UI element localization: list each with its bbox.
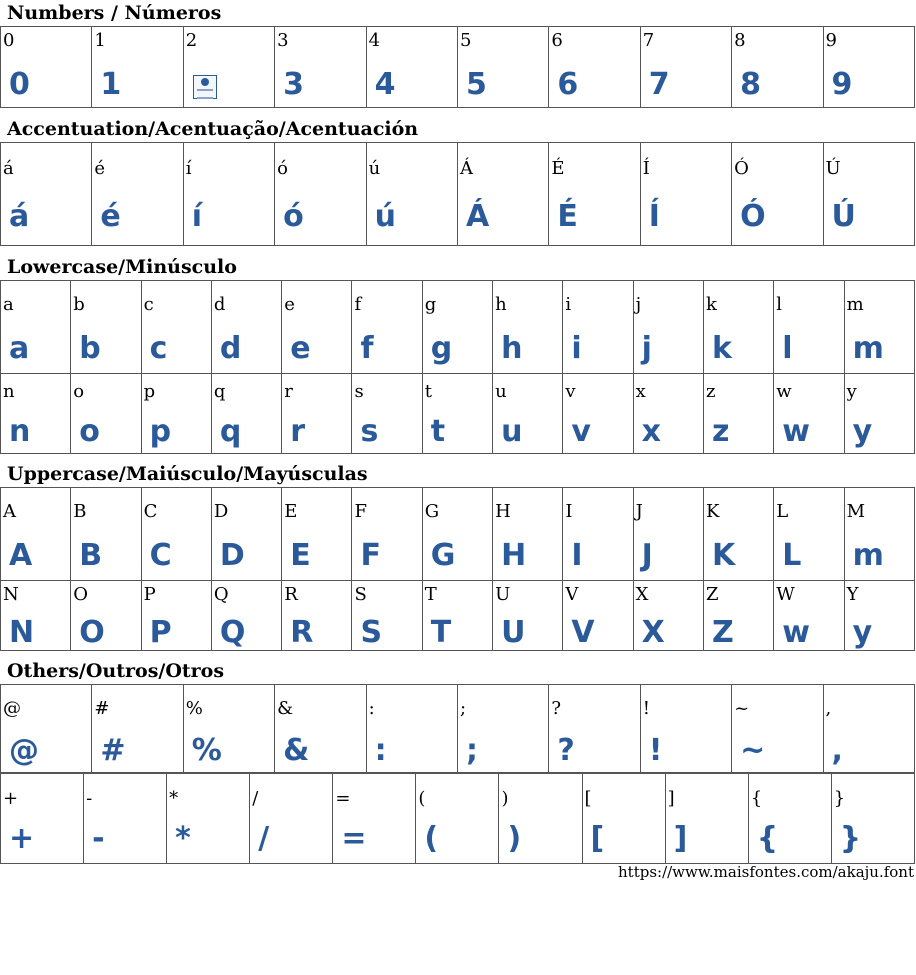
glyph-cell bbox=[1, 143, 92, 246]
glyph-cell bbox=[549, 143, 640, 246]
glyph-sample: L bbox=[782, 538, 802, 573]
glyph-cell bbox=[71, 374, 141, 454]
footer-source-link[interactable]: https://www.maisfontes.com/akaju.font bbox=[618, 863, 914, 881]
glyph-cell bbox=[211, 374, 281, 454]
glyph-cell bbox=[352, 374, 422, 454]
glyph-cell bbox=[275, 27, 366, 108]
glyph-sample: [ bbox=[590, 821, 605, 856]
glyph-sample: 0 bbox=[9, 67, 30, 102]
glyph-cell bbox=[422, 281, 492, 374]
glyph-label: 3 bbox=[277, 30, 289, 51]
glyph-sample: T bbox=[430, 615, 452, 650]
glyph-sample: m bbox=[852, 538, 884, 573]
glyph-sample: R bbox=[290, 615, 314, 650]
glyph-cell bbox=[774, 281, 844, 374]
glyph-cell bbox=[275, 143, 366, 246]
glyph-sample: k bbox=[711, 331, 732, 366]
glyph-cell bbox=[141, 488, 211, 581]
glyph-row bbox=[1, 27, 915, 108]
glyph-sample: C bbox=[149, 538, 172, 573]
glyph-label: d bbox=[213, 294, 226, 315]
glyph-cell bbox=[640, 685, 731, 774]
glyph-sample: { bbox=[756, 821, 779, 856]
glyph-label: = bbox=[335, 788, 351, 809]
glyph-cell bbox=[183, 143, 274, 246]
glyph-cell bbox=[774, 581, 844, 651]
glyph-sample: + bbox=[9, 821, 35, 856]
glyph-label: ; bbox=[459, 698, 467, 719]
section-title-uppercase: Uppercase/Maiúsculo/Mayúsculas bbox=[7, 463, 368, 485]
glyph-sample: é bbox=[100, 199, 121, 234]
glyph-label: A bbox=[3, 501, 16, 522]
glyph-sample: z bbox=[711, 414, 730, 449]
glyph-cell bbox=[732, 685, 823, 774]
glyph-sample: w bbox=[782, 414, 810, 449]
glyph-sample: E bbox=[290, 538, 311, 573]
glyph-cell bbox=[1, 685, 92, 774]
glyph-row bbox=[1, 488, 915, 581]
glyph-label: é bbox=[94, 158, 106, 179]
glyph-label: 1 bbox=[94, 30, 106, 51]
glyph-sample: s bbox=[360, 414, 379, 449]
glyph-label: í bbox=[185, 158, 192, 179]
glyph-cell bbox=[1, 27, 92, 108]
glyph-sample: , bbox=[831, 733, 843, 768]
glyph-cell bbox=[563, 281, 633, 374]
glyph-cell bbox=[167, 773, 250, 864]
glyph-label: 9 bbox=[825, 30, 837, 51]
glyph-sample: 3 bbox=[283, 67, 305, 102]
glyph-table-lowercase bbox=[0, 280, 915, 454]
glyph-label: U bbox=[495, 584, 511, 605]
glyph-sample: N bbox=[9, 615, 35, 650]
glyph-sample: a bbox=[9, 331, 30, 366]
glyph-sample: G bbox=[430, 538, 456, 573]
glyph-table-others-2 bbox=[0, 772, 915, 864]
glyph-label: k bbox=[705, 294, 717, 315]
glyph-sample: ! bbox=[648, 733, 663, 768]
glyph-label: N bbox=[3, 584, 19, 605]
glyph-cell bbox=[633, 281, 703, 374]
glyph-sample: f bbox=[360, 331, 374, 366]
glyph-cell bbox=[211, 488, 281, 581]
glyph-cell bbox=[703, 488, 773, 581]
glyph-label: F bbox=[354, 501, 367, 522]
glyph-label: / bbox=[252, 788, 259, 809]
glyph-cell bbox=[1, 773, 84, 864]
glyph-cell bbox=[703, 581, 773, 651]
glyph-label: Ú bbox=[825, 158, 841, 179]
glyph-sample: S bbox=[360, 615, 383, 650]
glyph-cell bbox=[71, 488, 141, 581]
glyph-label: R bbox=[284, 584, 298, 605]
glyph-cell bbox=[250, 773, 333, 864]
glyph-sample: B bbox=[79, 538, 103, 573]
glyph-sample: Á bbox=[465, 199, 490, 234]
glyph-cell bbox=[665, 773, 748, 864]
glyph-sample: d bbox=[219, 331, 242, 366]
glyph-sample: @ bbox=[9, 733, 39, 768]
glyph-label: p bbox=[143, 381, 156, 402]
glyph-label: # bbox=[94, 698, 110, 719]
section-title-numbers: Numbers / Números bbox=[7, 2, 222, 24]
glyph-sample: c bbox=[149, 331, 168, 366]
glyph-label: 0 bbox=[3, 30, 15, 51]
glyph-sample: m bbox=[852, 331, 884, 366]
glyph-sample: p bbox=[149, 414, 172, 449]
glyph-cell bbox=[71, 581, 141, 651]
section-title-others: Others/Outros/Otros bbox=[7, 660, 225, 682]
glyph-label: J bbox=[635, 501, 643, 522]
glyph-cell bbox=[493, 281, 563, 374]
glyph-sample: y bbox=[852, 615, 873, 650]
glyph-label: Í bbox=[642, 158, 650, 179]
glyph-cell bbox=[844, 581, 914, 651]
glyph-label: w bbox=[776, 381, 792, 402]
glyph-label: { bbox=[750, 788, 763, 809]
glyph-cell bbox=[1, 488, 71, 581]
glyph-cell bbox=[211, 581, 281, 651]
glyph-cell bbox=[282, 488, 352, 581]
glyph-sample: u bbox=[501, 414, 523, 449]
glyph-row bbox=[1, 773, 915, 864]
glyph-label: C bbox=[143, 501, 158, 522]
glyph-sample: í bbox=[191, 199, 203, 234]
glyph-cell bbox=[732, 143, 823, 246]
glyph-row bbox=[1, 143, 915, 246]
glyph-sample: ] bbox=[673, 821, 688, 856]
glyph-sample: ó bbox=[283, 199, 304, 234]
glyph-label: & bbox=[277, 698, 294, 719]
glyph-label: á bbox=[3, 158, 14, 179]
glyph-cell bbox=[92, 27, 183, 108]
glyph-sample: H bbox=[501, 538, 527, 573]
glyph-sample: % bbox=[191, 733, 222, 768]
glyph-sample: U bbox=[501, 615, 526, 650]
glyph-label: : bbox=[368, 698, 375, 719]
glyph-cell bbox=[141, 374, 211, 454]
glyph-label: o bbox=[73, 381, 85, 402]
glyph-cell bbox=[748, 773, 831, 864]
glyph-label: S bbox=[354, 584, 367, 605]
glyph-label: + bbox=[3, 788, 19, 809]
glyph-label: W bbox=[776, 584, 795, 605]
glyph-sample: h bbox=[501, 331, 523, 366]
glyph-label: H bbox=[495, 501, 511, 522]
glyph-cell bbox=[183, 685, 274, 774]
glyph-sample: # bbox=[100, 733, 126, 768]
glyph-sample: w bbox=[782, 615, 810, 650]
glyph-label: g bbox=[424, 294, 437, 315]
font-not-found-icon bbox=[193, 75, 217, 99]
glyph-cell bbox=[366, 27, 457, 108]
glyph-cell bbox=[633, 374, 703, 454]
glyph-cell bbox=[282, 581, 352, 651]
glyph-label: * bbox=[169, 788, 179, 809]
glyph-sample: r bbox=[290, 414, 305, 449]
glyph-label: n bbox=[3, 381, 15, 402]
glyph-label: ( bbox=[418, 788, 426, 809]
glyph-label: P bbox=[143, 584, 156, 605]
glyph-sample: j bbox=[641, 331, 652, 366]
glyph-label: E bbox=[284, 501, 298, 522]
glyph-cell bbox=[333, 773, 416, 864]
glyph-label: 5 bbox=[459, 30, 472, 51]
glyph-label: [ bbox=[584, 788, 592, 809]
glyph-cell bbox=[416, 773, 499, 864]
glyph-cell bbox=[563, 488, 633, 581]
glyph-sample: Q bbox=[219, 615, 246, 650]
glyph-cell bbox=[640, 143, 731, 246]
glyph-sample: V bbox=[571, 615, 595, 650]
glyph-cell bbox=[366, 143, 457, 246]
glyph-label: I bbox=[565, 501, 573, 522]
glyph-label: L bbox=[776, 501, 789, 522]
glyph-cell bbox=[211, 281, 281, 374]
glyph-cell bbox=[282, 281, 352, 374]
glyph-label: f bbox=[354, 294, 362, 315]
glyph-label: 6 bbox=[551, 30, 563, 51]
glyph-label: ~ bbox=[734, 698, 750, 719]
glyph-table-others-1 bbox=[0, 684, 915, 774]
glyph-sample: } bbox=[839, 821, 862, 856]
glyph-sample: n bbox=[9, 414, 31, 449]
glyph-cell bbox=[732, 27, 823, 108]
glyph-sample: e bbox=[290, 331, 311, 366]
glyph-label: Á bbox=[459, 158, 473, 179]
glyph-sample: I bbox=[571, 538, 583, 573]
glyph-label: } bbox=[833, 788, 846, 809]
glyph-sample: 8 bbox=[740, 67, 761, 102]
glyph-cell bbox=[844, 488, 914, 581]
glyph-sample: D bbox=[219, 538, 245, 573]
glyph-sample: ; bbox=[465, 733, 478, 768]
glyph-label: V bbox=[565, 584, 579, 605]
glyph-cell bbox=[703, 281, 773, 374]
glyph-row bbox=[1, 685, 915, 774]
glyph-table-uppercase bbox=[0, 487, 915, 651]
glyph-label: ó bbox=[277, 158, 289, 179]
glyph-cell bbox=[844, 281, 914, 374]
glyph-sample: / bbox=[258, 821, 270, 856]
glyph-label: ) bbox=[501, 788, 509, 809]
glyph-sample: Ú bbox=[831, 199, 856, 234]
glyph-cell bbox=[823, 685, 914, 774]
glyph-sample: A bbox=[9, 538, 33, 573]
glyph-row bbox=[1, 281, 915, 374]
glyph-label: ú bbox=[368, 158, 381, 179]
glyph-cell bbox=[92, 685, 183, 774]
glyph-label: q bbox=[213, 381, 226, 402]
glyph-sample: Ó bbox=[740, 199, 766, 234]
glyph-cell bbox=[823, 27, 914, 108]
glyph-label: 7 bbox=[642, 30, 655, 51]
glyph-label: u bbox=[495, 381, 507, 402]
glyph-cell bbox=[774, 488, 844, 581]
glyph-cell bbox=[183, 27, 274, 108]
section-title-accentuation: Accentuation/Acentuação/Acentuación bbox=[7, 118, 419, 140]
glyph-cell bbox=[493, 581, 563, 651]
glyph-label: s bbox=[354, 381, 364, 402]
glyph-label: m bbox=[846, 294, 864, 315]
glyph-label: l bbox=[776, 294, 783, 315]
glyph-cell bbox=[457, 143, 548, 246]
glyph-sample: 7 bbox=[648, 67, 670, 102]
glyph-table-accentuation bbox=[0, 142, 915, 246]
glyph-label: O bbox=[73, 584, 89, 605]
glyph-sample: * bbox=[175, 821, 191, 856]
glyph-cell bbox=[563, 374, 633, 454]
glyph-row bbox=[1, 581, 915, 651]
glyph-cell bbox=[366, 685, 457, 774]
glyph-cell bbox=[493, 488, 563, 581]
glyph-sample: q bbox=[219, 414, 242, 449]
glyph-cell bbox=[493, 374, 563, 454]
glyph-cell bbox=[422, 488, 492, 581]
glyph-label: h bbox=[495, 294, 507, 315]
glyph-sample: v bbox=[571, 414, 591, 449]
glyph-cell bbox=[352, 581, 422, 651]
glyph-label: Ó bbox=[734, 158, 749, 179]
glyph-sample: Z bbox=[711, 615, 734, 650]
glyph-label: y bbox=[846, 381, 857, 402]
glyph-label: M bbox=[846, 501, 865, 522]
glyph-label: b bbox=[73, 294, 85, 315]
glyph-label: j bbox=[635, 294, 642, 315]
glyph-sample: i bbox=[571, 331, 582, 366]
glyph-cell bbox=[422, 581, 492, 651]
glyph-sample: á bbox=[9, 199, 30, 234]
glyph-sample: K bbox=[711, 538, 736, 573]
glyph-sample: Í bbox=[648, 199, 660, 234]
glyph-sample: ( bbox=[424, 821, 439, 856]
glyph-sample: ) bbox=[507, 821, 522, 856]
glyph-sample: x bbox=[641, 414, 662, 449]
glyph-cell bbox=[582, 773, 665, 864]
glyph-table-numbers bbox=[0, 26, 915, 108]
glyph-label: @ bbox=[3, 698, 21, 719]
glyph-cell bbox=[275, 685, 366, 774]
glyph-sample: J bbox=[641, 538, 653, 573]
glyph-cell bbox=[71, 281, 141, 374]
glyph-label: É bbox=[551, 158, 565, 179]
glyph-row bbox=[1, 374, 915, 454]
glyph-cell bbox=[1, 581, 71, 651]
glyph-cell bbox=[92, 143, 183, 246]
glyph-label: i bbox=[565, 294, 572, 315]
glyph-label: a bbox=[3, 294, 14, 315]
glyph-cell bbox=[352, 488, 422, 581]
glyph-sample: O bbox=[79, 615, 105, 650]
glyph-sample: ? bbox=[557, 733, 575, 768]
glyph-label: t bbox=[424, 381, 433, 402]
glyph-label: e bbox=[284, 294, 295, 315]
glyph-label: G bbox=[424, 501, 440, 522]
glyph-label: Y bbox=[846, 584, 859, 605]
glyph-cell bbox=[563, 581, 633, 651]
glyph-label: K bbox=[705, 501, 720, 522]
glyph-cell bbox=[640, 27, 731, 108]
glyph-sample: F bbox=[360, 538, 381, 573]
glyph-sample: X bbox=[641, 615, 665, 650]
glyph-cell bbox=[1, 374, 71, 454]
glyph-sample: b bbox=[79, 331, 101, 366]
glyph-label: - bbox=[86, 788, 93, 809]
glyph-cell bbox=[703, 374, 773, 454]
glyph-label: 8 bbox=[734, 30, 746, 51]
glyph-label: c bbox=[143, 294, 154, 315]
glyph-cell bbox=[141, 281, 211, 374]
glyph-cell bbox=[141, 581, 211, 651]
glyph-label: x bbox=[635, 381, 646, 402]
glyph-cell bbox=[844, 374, 914, 454]
glyph-cell bbox=[84, 773, 167, 864]
glyph-cell bbox=[823, 143, 914, 246]
glyph-cell bbox=[549, 27, 640, 108]
glyph-label: ] bbox=[667, 788, 675, 809]
glyph-cell bbox=[1, 281, 71, 374]
glyph-label: v bbox=[565, 381, 576, 402]
glyph-sample: P bbox=[149, 615, 172, 650]
glyph-cell bbox=[352, 281, 422, 374]
glyph-sample: - bbox=[92, 821, 105, 856]
section-title-lowercase: Lowercase/Minúsculo bbox=[7, 256, 237, 278]
glyph-label: z bbox=[705, 381, 716, 402]
glyph-cell bbox=[549, 685, 640, 774]
glyph-label: 4 bbox=[368, 30, 381, 51]
glyph-sample: t bbox=[430, 414, 446, 449]
glyph-label: ? bbox=[551, 698, 561, 719]
glyph-cell bbox=[457, 685, 548, 774]
glyph-label: T bbox=[424, 584, 437, 605]
glyph-cell bbox=[282, 374, 352, 454]
glyph-cell bbox=[457, 27, 548, 108]
glyph-label: ! bbox=[642, 698, 650, 719]
glyph-label: 2 bbox=[185, 30, 198, 51]
glyph-label: , bbox=[825, 698, 832, 719]
glyph-cell bbox=[499, 773, 582, 864]
glyph-sample: 6 bbox=[557, 67, 579, 102]
glyph-label: Z bbox=[705, 584, 719, 605]
glyph-sample: = bbox=[341, 821, 367, 856]
glyph-label: X bbox=[635, 584, 649, 605]
glyph-label: B bbox=[73, 501, 87, 522]
glyph-label: % bbox=[185, 698, 203, 719]
glyph-cell bbox=[633, 581, 703, 651]
glyph-sample: 4 bbox=[374, 67, 396, 102]
glyph-sample: 5 bbox=[465, 67, 487, 102]
glyph-sample: : bbox=[374, 733, 387, 768]
glyph-label: Q bbox=[213, 584, 229, 605]
glyph-sample: É bbox=[557, 199, 578, 234]
glyph-cell bbox=[633, 488, 703, 581]
glyph-cell bbox=[422, 374, 492, 454]
glyph-sample: o bbox=[79, 414, 100, 449]
glyph-cell bbox=[774, 374, 844, 454]
glyph-cell bbox=[831, 773, 914, 864]
glyph-sample: l bbox=[782, 331, 793, 366]
glyph-label: D bbox=[213, 501, 229, 522]
glyph-sample: ú bbox=[374, 199, 396, 234]
glyph-sample: ~ bbox=[740, 733, 766, 768]
glyph-sample: & bbox=[283, 733, 310, 768]
glyph-sample: y bbox=[852, 414, 873, 449]
glyph-sample: g bbox=[430, 331, 453, 366]
glyph-label: r bbox=[284, 381, 293, 402]
glyph-sample: 9 bbox=[831, 67, 853, 102]
glyph-sample: 1 bbox=[100, 67, 122, 102]
